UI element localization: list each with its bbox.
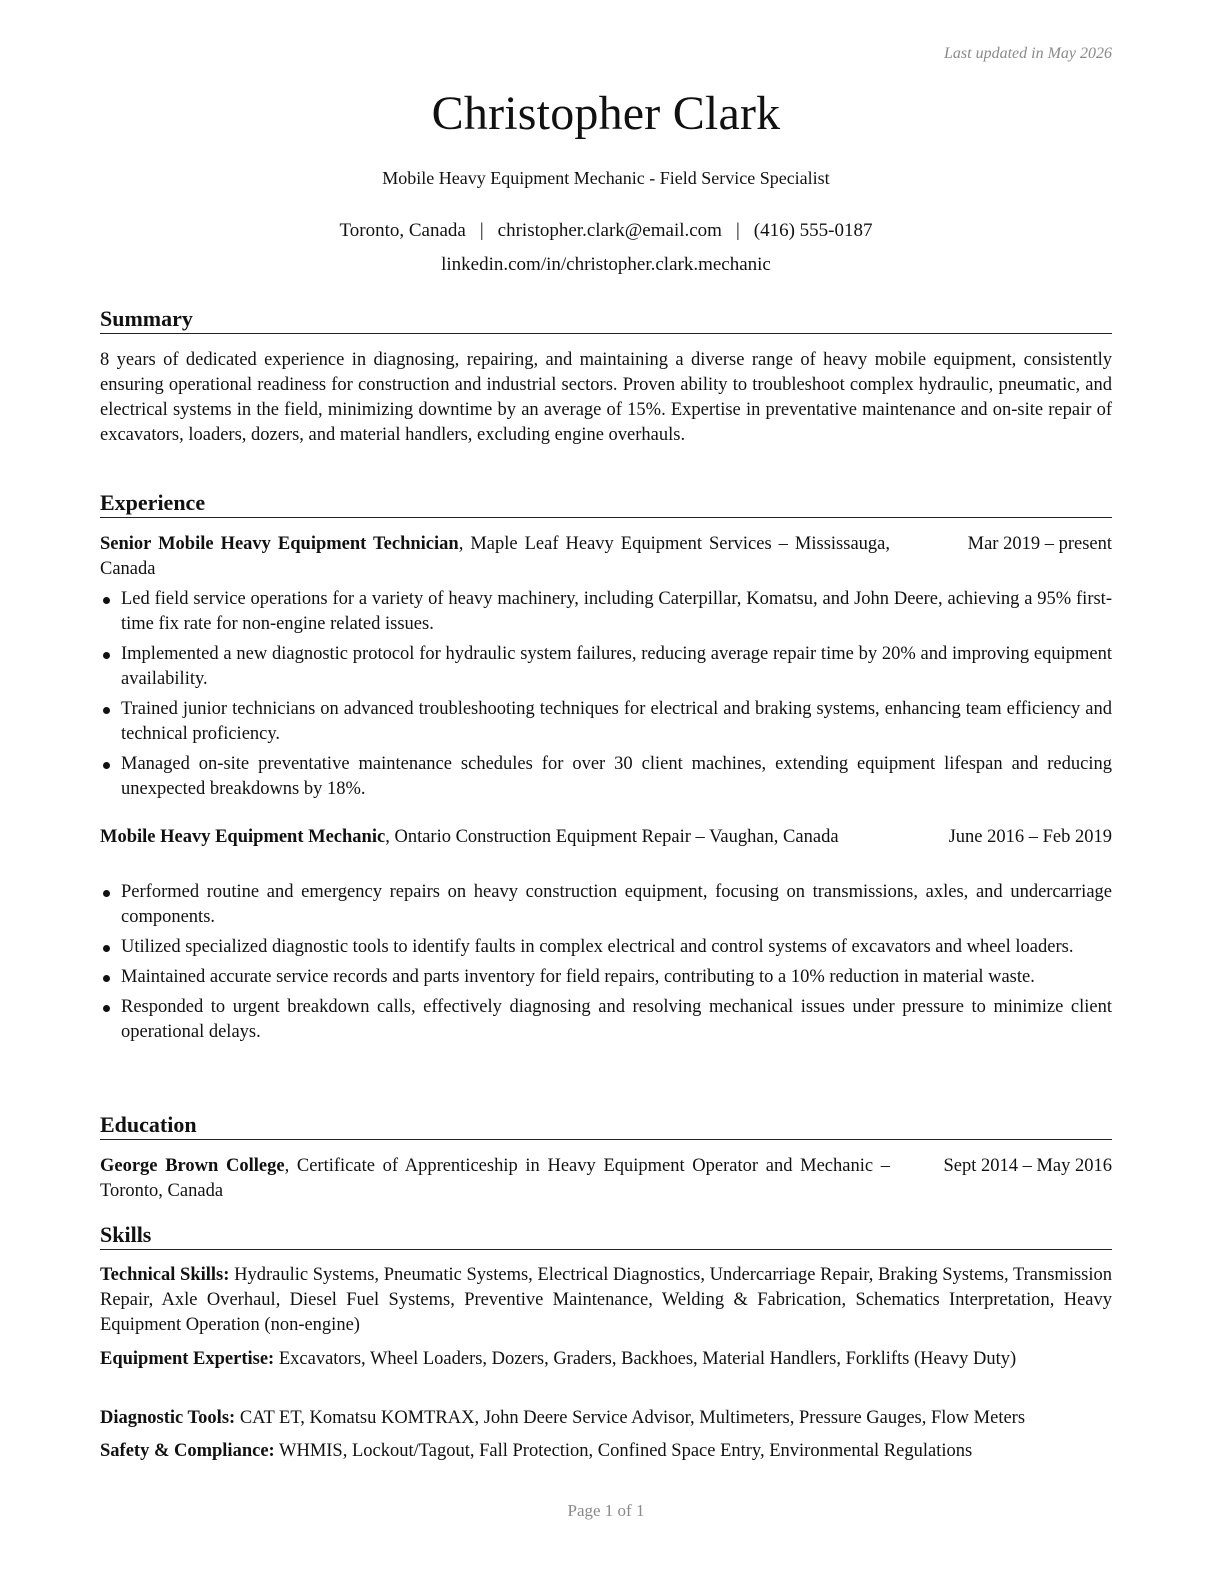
experience-heading: Experience: [100, 490, 1112, 518]
summary-heading: Summary: [100, 306, 1112, 334]
contact-line: [100, 220, 1112, 242]
job-title-line: [100, 825, 890, 850]
skill-label: Diagnostic Tools:: [100, 1408, 236, 1428]
job-dates: June 2016 – Feb 2019: [948, 827, 1112, 847]
job-bullets: [100, 587, 1112, 807]
skill-row: [100, 1439, 1112, 1464]
headline: Mobile Heavy Equipment Mechanic - Field Service Specialist: [382, 168, 830, 188]
bullet-item: Maintained accurate service records and parts inventory for field repairs, contributing to a 10% reduction in material waste.: [100, 965, 1112, 990]
skill-label: Safety & Compliance:: [100, 1441, 275, 1461]
skill-value: CAT ET, Komatsu KOMTRAX, John Deere Service Advisor, Multimeters, Pressure Gauges, Flow Meters: [235, 1408, 1026, 1428]
skill-value: Excavators, Wheel Loaders, Dozers, Graders, Backhoes, Material Handlers, Forklifts (Heavy Duty): [274, 1349, 1017, 1369]
skill-row: [100, 1347, 1112, 1372]
bullet-item: Implemented a new diagnostic protocol for hydraulic system failures, reducing average repair time by 20% and improving equipment availability.: [100, 642, 1112, 692]
last-updated: Last updated in May 2026: [944, 45, 1112, 62]
job-bullets: [100, 880, 1112, 1050]
job-role: Senior Mobile Heavy Equipment Technician: [100, 534, 459, 554]
education-heading: Education: [100, 1112, 1112, 1140]
bullet-item: Performed routine and emergency repairs on heavy construction equipment, focusing on transmissions, axles, and undercarriage components.: [100, 880, 1112, 930]
bullet-item: Led field service operations for a variety of heavy machinery, including Caterpillar, Komatsu, and John Deere, achieving a 95% first-time fix rate for non-engine related issues.: [100, 587, 1112, 637]
education-line: [100, 1154, 890, 1204]
education-detail: , Certificate of Apprenticeship in Heavy Equipment Operator and Mechanic – Toronto, Canada: [100, 1156, 890, 1201]
skill-label: Equipment Expertise:: [100, 1349, 275, 1369]
job-role: Mobile Heavy Equipment Mechanic: [100, 827, 386, 847]
job-dates: Mar 2019 – present: [967, 534, 1112, 554]
job-header: [100, 532, 1112, 582]
education-entry: [100, 1154, 1112, 1204]
job-title-line: [100, 532, 890, 582]
page-number: Page 1 of 1: [567, 1501, 645, 1520]
skill-value: WHMIS, Lockout/Tagout, Fall Protection, Confined Space Entry, Environmental Regulations: [274, 1441, 973, 1461]
education-dates: Sept 2014 – May 2016: [943, 1156, 1112, 1176]
bullet-item: Managed on-site preventative maintenance schedules for over 30 client machines, extending equipment lifespan and reducing unexpected breakdowns by 18%.: [100, 752, 1112, 802]
skills-heading: Skills: [100, 1222, 1112, 1250]
skill-row: [100, 1263, 1112, 1338]
skill-label: Technical Skills:: [100, 1265, 230, 1285]
candidate-name: Christopher Clark: [431, 87, 781, 140]
location: Toronto, Canada: [339, 220, 466, 241]
bullet-item: Responded to urgent breakdown calls, effectively diagnosing and resolving mechanical issues under pressure to minimize client operational delays.: [100, 995, 1112, 1045]
bullet-item: Trained junior technicians on advanced troubleshooting techniques for electrical and braking systems, enhancing team efficiency and technical proficiency.: [100, 697, 1112, 747]
job-header: [100, 825, 1112, 850]
skill-row: [100, 1406, 1112, 1431]
summary-text: 8 years of dedicated experience in diagnosing, repairing, and maintaining a diverse range of heavy mobile equipment, consistently ensuring operational readiness for construction and industrial sectors. Proven ability to troubleshoot complex hydraulic, pneumatic, and electrical systems in the field, minimizing downtime by an average of 15%. Expertise in preventative maintenance and on-site repair of excavators, loaders, dozers, and material handlers, excluding engine overhauls.: [100, 350, 1112, 445]
job-org: , Ontario Construction Equipment Repair – Vaughan, Canada: [385, 827, 839, 847]
phone: (416) 555-0187: [753, 220, 873, 241]
contact-separator: |: [735, 220, 740, 241]
resume-page: [100, 0, 1112, 1584]
linkedin-link[interactable]: linkedin.com/in/christopher.clark.mechanic: [441, 254, 771, 275]
school-name: George Brown College: [100, 1156, 285, 1176]
skill-value: Hydraulic Systems, Pneumatic Systems, Electrical Diagnostics, Undercarriage Repair, Braking Systems, Transmission Repair, Axle Overhaul, Diesel Fuel Systems, Preventive Maintenance, Welding & Fabrication, Schematics Interpretation, Heavy Equipment Operation (non-engine): [100, 1265, 1112, 1335]
bullet-item: Utilized specialized diagnostic tools to identify faults in complex electrical and control systems of excavators and wheel loaders.: [100, 935, 1112, 960]
email-link[interactable]: christopher.clark@email.com: [497, 220, 722, 241]
contact-separator: |: [479, 220, 484, 241]
job-org: , Maple Leaf Heavy Equipment Services – Mississauga, Canada: [100, 534, 891, 579]
